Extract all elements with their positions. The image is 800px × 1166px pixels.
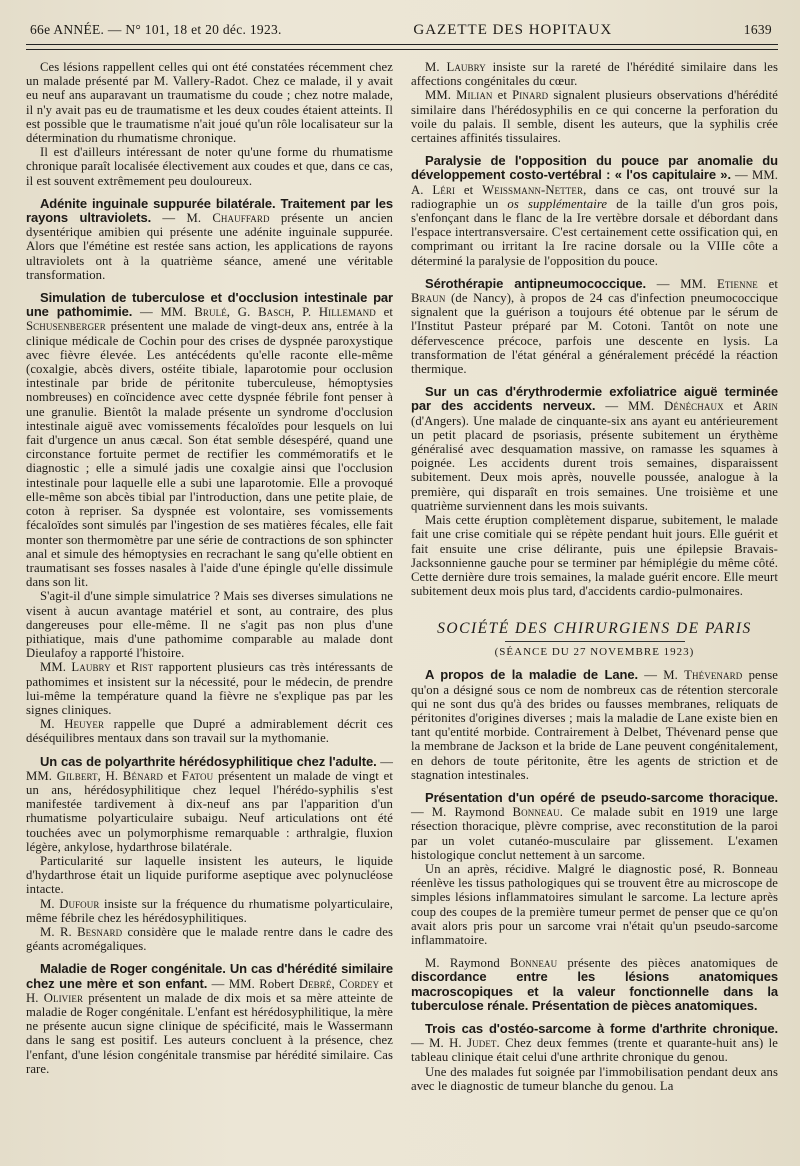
author-name: Fatou xyxy=(181,768,214,783)
author-name: Laubry xyxy=(446,60,486,74)
author-name: Bénard xyxy=(122,768,163,783)
section-serotherapie: Sérothérapie antipneumococcique. — MM. Etienne et Braun (de Nancy), à propos de 24 cas d'infection pneumococcique signalent que la guérison a toujours été obtenue par le sérum de l'Institut Pasteur préparé par M. Cotoni. Tantôt on note une défervescence précoce, parfois une descente en lysis. La transformation de l'état général a généralement précédé la réaction thermique. xyxy=(411,275,779,377)
author-name: Chauffard xyxy=(212,211,270,226)
author-name: Bonneau xyxy=(512,805,560,820)
paragraph: MM. Laubry et Rist rapportent plusieurs cas très intéressants de pathomimes et insistent sur la nécessité, pour le médecin, de prendre lui-même la température quand la fièvre ne s'explique pas par les signes cliniques. xyxy=(26,660,393,717)
paragraph: Il est d'ailleurs intéressant de noter qu'une forme du rhumatisme chronique paraît localisée électivement aux coudes et que, dans ce cas, il est souvent extrêmement peu douloureux. xyxy=(26,145,393,188)
author-name: Dénéchaux xyxy=(664,399,724,414)
paragraph: MM. Milian et Pinard signalent plusieurs observations d'hérédité similaire dans l'hérédosyphilis en ce qui concerne la perforation du voile du palais. Il semble, disent les auteurs, que la syphilis crée certaines affinités tissulaires. xyxy=(411,88,778,146)
section-erythrodermie: Sur un cas d'érythrodermie exfoliatrice aiguë terminée par des accidents nerveux. — MM. Dénéchaux et Arin (d'Angers). Une malade de cinquante-six ans ayant eu antérieurement un petit placard de psoriasis, présente subitement un érythème généralisé avec desquamation massive, on ramasse les squames à poignée. Les accidents durent trois semaines, disparaissent subitement. Deux mois après, nouvelle poussée, analogue à la première, qui disparaît en trois semaines. Une troisième et une quatrième surviennent dans les mois suivants. xyxy=(411,384,779,513)
section-heading: Un cas de polyarthrite hérédosyphilitique chez l'adulte. xyxy=(40,753,377,769)
section-maladie-lane: A propos de la maladie de Lane. — M. Thévenard pense qu'on a désigné sous ce nom de nombreux cas de rétention stercorale qui ne sont dus qu'à des brides ou fausses membranes, reliquats de péritonites d'origines diverses ; mais la maladie de Lane existe bien en tant qu'entité morbide. Contrairement à Delbet, Thévenard pense que la membrane de Jackson et la bride de Lane peuvent congénitalement, en dehors de toute péritonite, être les agents de striction et de stagnation intestinales. xyxy=(411,667,778,782)
section-pseudo-sarcome: Présentation d'un opéré de pseudo-sarcome thoracique. — M. Raymond Bonneau. Ce malade subit en 1919 une large résection thoracique, plèvre comprise, avec reconstitution de la paroi par un volet cutanéo-musculaire par glissement. L'examen histologique conclut nettement à un sarcome. xyxy=(411,789,778,862)
paragraph: Une des malades fut soignée par l'immobilisation pendant deux ans avec le diagnostic de tumeur blanche du genou. La xyxy=(411,1064,778,1093)
section-discordance: M. Raymond Bonneau présente des pièces anatomiques de discordance entre les lésions anatomiques macroscopiques et la valeur fonctionnelle dans la tuberculose rénale. Présentation de pièces anatomiques. xyxy=(411,956,779,1013)
header-rule xyxy=(26,44,778,50)
society-title: SOCIÉTÉ DES CHIRURGIENS DE PARIS xyxy=(437,620,752,638)
paragraph: Un an après, récidive. Malgré le diagnostic posé, R. Bonneau réenlève les tissus pathologiques qui se trouvent être au microscope de simples lésions inflammatoires simulant le sarcome. La lecture après coup des coupes de la première tumeur permet de penser que ce qu'on avait alors pris pour un sarcome vrai n'était qu'un pseudo-sarcome inflammatoire. xyxy=(411,861,778,947)
right-column xyxy=(411,60,778,1093)
section-heading: Sur un cas d'érythrodermie exfoliatrice aiguë terminée par des accidents nerveux. xyxy=(411,384,778,414)
author-name: Besnard xyxy=(77,924,123,939)
author-name: Milian xyxy=(456,88,493,103)
left-column xyxy=(26,60,393,1093)
paragraph: S'agit-il d'une simple simulatrice ? Mais ses diverses simulations ne visent à aucun avantage matériel et sont, au contraire, des plus dangereuses pour elle-même. Il ne s'agit pas non plus d'une pithiatique, mais d'une pathomime comparable au malade dont Dieulafoy a rapporté l'histoire. xyxy=(26,589,393,661)
section-polyarthrite: Un cas de polyarthrite hérédosyphilitique chez l'adulte. — MM. Gilbert, H. Bénard et Fatou présentent un malade de vingt et un ans, hérédosyphilitique chez lequel l'hérédo-syphilis s'est manifestée tardivement à dix-neuf ans par l'apparition d'un rhumatisme polyarticulaire subaigu. Neuf articulations ont été touchées avec un polymorphisme remarquable : arthralgie, fluxion légère, ankylose, hydarthrose bilatérale. xyxy=(26,753,393,854)
page-header xyxy=(26,22,778,39)
paragraph: M. Laubry insiste sur la rareté de l'hérédité similaire dans les affections congénitales du cœur. xyxy=(411,60,778,89)
paragraph: M. R. Besnard considère que le malade rentre dans le cadre des géants acromégaliques. xyxy=(26,924,393,954)
journal-title: GAZETTE DES HOPITAUX xyxy=(413,22,613,38)
author-name: Bonneau xyxy=(510,956,558,971)
author-name: Léri xyxy=(432,182,456,197)
issue-info: 66e ANNÉE. — N° 101, 18 et 20 déc. 1923. xyxy=(30,22,282,37)
author-name: Judet xyxy=(467,1036,497,1051)
paragraph: Particularité sur laquelle insistent les auteurs, le liquide d'hydarthrose était un liquide puriforme aseptique avec polynucléose intacte. xyxy=(26,853,393,897)
section-heading: Simulation de tuberculose et d'occlusion intestinale par une pathomimie. xyxy=(26,290,393,320)
columns xyxy=(26,60,778,1093)
author-name: Heuyer xyxy=(64,717,105,732)
paragraph: M. Dufour insiste sur la fréquence du rhumatisme polyarticulaire, même fébrile chez les hérédosyphilitiques. xyxy=(26,896,393,925)
section-heading: Présentation d'un opéré de pseudo-sarcome thoracique. xyxy=(425,789,778,805)
section-paralysie: Paralysie de l'opposition du pouce par anomalie du développement costo-vertébral : « l'os capitulaire ». — MM. A. Léri et Weissmann-Netter, dans ce cas, ont trouvé sur la radiographie un os supplémentaire de la taille d'un gros pois, s'enfonçant dans le flanc de la Ire vertèbre dorsale et débordant dans l'espace intertransversaire. C'est certainement cette ossification qui, en comprimant ou irritant la Ire racine dorsale ou la VIIIe côte a déterminé la paralysie de l'opposition du pouce. xyxy=(411,153,778,268)
section-adenite: Adénite inguinale suppurée bilatérale. Traitement par les rayons ultraviolets. — M. Chauffard présente un ancien dysentérique amibien qui présente une adénite inguinale suppurée. Alors que l'émétine est restée sans action, les applications de rayons ultraviolets ont à la quatrième séance, amené une véritable transformation. xyxy=(26,195,393,282)
section-simulation: Simulation de tuberculose et d'occlusion intestinale par une pathomimie. — MM. Brulé, G. Basch, P. Hillemand et Schusenberger présentent une malade de vingt-deux ans, entrée à la clinique médicale de Cochin pour des crises de dyspnée paroxystique avec fièvre élevée. Les antécédents qu'elle raconte elle-même (coxalgie, abcès divers, ostéite tibiale, laparotomie pour occlusion intestinale par bride de péritonite tuberculeuse, hémoptysies nombreuses) en coïncidence avec cette dyspnée fébrile font penser à une granulie. Bientôt la malade présente un syndrome d'occlusion intestinale aiguë avec vomissements fécaloïdes pour lesquels on lui fait d'urgence un anus cæcal. Son état semble désespéré, quand une circonstance fortuite permet de rectifier les commémoratifs et le diagnostic ; elle a simulé jadis une coxalgie ainsi que l'occlusion intestinale pour laquelle elle a subi une laparotomie. Elle a provoqué elle-même son abcès tibial par l'introduction, dans une petite plaie, de coton à repriser. Sa dyspnée est volontaire, ses vomissements fécaloïdes sont simulés par l'ingestion de ses matières fécales, elle fait monter son thermomètre par une série de contractions de son sphincter anal et simule des hémoptysies en recrachant le sang qu'elle obtient en traumatisant ses fosses nasales à l'aide d'une épingle qu'elle dissimule dans son lit. xyxy=(26,290,393,590)
section-osteo-sarcome: Trois cas d'ostéo-sarcome à forme d'arthrite chronique. — M. H. Judet. Chez deux femmes (trente et quarante-huit ans) le tableau clinique était celui d'une arthrite chronique du genou. xyxy=(411,1020,778,1065)
section-maladie-roger: Maladie de Roger congénitale. Un cas d'hérédité similaire chez une mère et son enfant. — MM. Robert Debré, Cordey et H. Olivier présentent un malade de dix mois et sa mère atteinte de maladie de Roger congénitale. L'enfant est hérédosyphilitique, la mère ne présente aucun signe clinique de spécificité, mais le Wassermann dans le sang est positif. Les auteurs concluent à la présence, chez l'enfant, d'une lésion congénitale transmise par hérédité similaire. Cas rare. xyxy=(26,961,393,1076)
author-name: Dufour xyxy=(59,896,100,911)
society-rule xyxy=(505,641,685,642)
section-heading: Maladie de Roger congénitale. Un cas d'hérédité similaire chez une mère et son enfant. xyxy=(26,961,393,991)
section-heading: Paralysie de l'opposition du pouce par anomalie du développement costo-vertébral : « l'os capitulaire ». xyxy=(411,153,778,183)
section-heading: Trois cas d'ostéo-sarcome à forme d'arthrite chronique. xyxy=(425,1020,778,1036)
author-name: Schusenberger xyxy=(26,319,106,334)
author-name: Braun xyxy=(411,291,446,306)
section-heading: Adénite inguinale suppurée bilatérale. Traitement par les rayons ultraviolets. xyxy=(26,195,393,226)
paragraph: Ces lésions rappellent celles qui ont été constatées récemment chez un malade présenté par M. Vallery-Radot. Chez ce malade, il y avait eu neuf ans auparavant un traumatisme du coude ; chez notre malade, il n'y avait pas eu de traumatisme et les deux coudes étaient atteints. Il est possible que le traumatisme n'ait joué qu'un rôle localisateur sur la détermination du rhumatisme chronique. xyxy=(26,60,393,146)
author-name: Weissmann-Netter xyxy=(482,182,584,197)
paragraph: M. Heuyer rappelle que Dupré a admirablement décrit ces déséquilibres mentaux dans son travail sur la mythomanie. xyxy=(26,717,393,746)
author-name: Gilbert xyxy=(56,768,98,783)
author-name: Etienne xyxy=(716,276,758,291)
author-name: Brulé, G. Basch, P. Hillemand xyxy=(194,305,376,320)
seance-date: (SÉANCE DU 27 NOVEMBRE 1923) xyxy=(494,646,695,659)
author-name: Rist xyxy=(130,660,154,675)
section-heading: Sérothérapie antipneumococcique. xyxy=(425,275,646,291)
section-heading: A propos de la maladie de Lane. xyxy=(425,667,638,683)
author-name: Laubry xyxy=(71,660,111,675)
author-name: Cordey xyxy=(339,976,380,991)
author-name: Pinard xyxy=(512,88,549,103)
section-heading: discordance entre les lésions anatomiques macroscopiques et la valeur fonctionnelle dans la tuberculose rénale. Présentation de pièces anatomiques. xyxy=(411,969,778,1013)
author-name: Olivier xyxy=(43,990,84,1005)
author-name: Debré xyxy=(298,976,332,991)
paragraph: Mais cette éruption complètement disparue, subitement, le malade fait une crise comitiale qui se répète pendant huit jours. Elle guérit et fait ensuite une crise délirante, puis une épilepsie Bravais-Jacksonnienne gauche pour se terminer par hémiplégie du même côté. Cette dernière dure trois semaines, la malade guérit encore. Elle meurt subitement deux mois plus tard, d'accidents cardio-pulmonaires. xyxy=(411,513,778,599)
page-number: 1639 xyxy=(743,22,772,37)
author-name: Arin xyxy=(752,399,779,414)
author-name: Thévenard xyxy=(684,668,743,683)
